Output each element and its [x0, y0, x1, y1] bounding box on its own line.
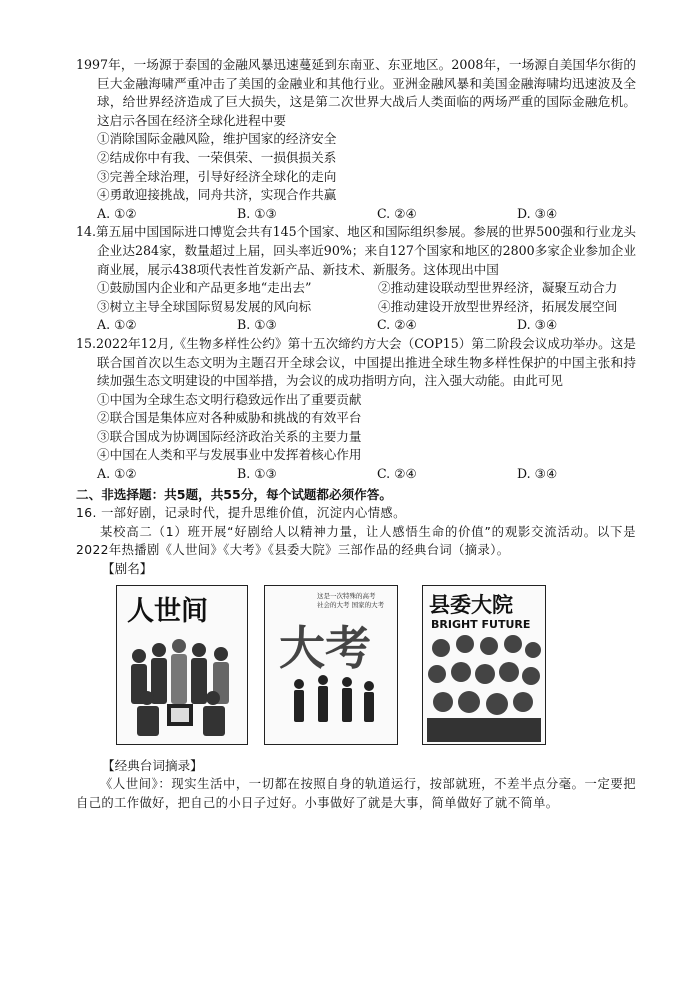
q15-option-4: ④中国在人类和平与发展事业中发挥着核心作用 [97, 447, 362, 463]
q13-choices [76, 205, 636, 224]
poster-dakao [264, 585, 398, 745]
q14-option-1: ①鼓励国内企业和产品更多地“走出去” [97, 280, 312, 296]
section-heading: 二、非选择题：共5题，共55分，每个试题都必须作答。 [76, 486, 392, 502]
q15-choice-d[interactable]: D. ③④ [517, 466, 558, 482]
q15-stem: 15.2022年12月,《生物多样性公约》第十五次缔约方大会（COP15）第二阶段会议成功举办。这是联合国首次以生态文明为主题召开全球会议，中国提出推进全球生物多样性保护的中国主张和持续加强生态文明建设的中国举措，为会议的成功指明方向，注入强大动能。由此可见 [76, 335, 636, 389]
poster-xianweidayuan [422, 585, 546, 745]
poster-renshijian [116, 585, 248, 745]
q14-choice-b[interactable]: B. ①③ [237, 317, 277, 333]
quotes-header: 【经典台词摘录】 [102, 757, 203, 773]
q13-option-1: ①消除国际金融风险，维护国家的经济安全 [97, 131, 337, 147]
poster-dakao-art [265, 586, 397, 744]
q13-choice-d[interactable]: D. ③④ [517, 205, 558, 221]
q16-intro: 16. 一部好剧，记录时代，提升思维价值，沉淀内心情感。 [76, 506, 406, 521]
q15-option-2: ②联合国是集体应对各种威胁和挑战的有效平台 [97, 410, 362, 426]
poster-xianweidayuan-title: 县委大院 [429, 592, 513, 617]
q15-choice-b[interactable]: B. ①③ [237, 466, 277, 482]
q14-stem: 14.第五届中国国际进口博览会共有145个国家、地区和国际组织参展。参展的世界500强和行业龙头企业达284家，数量超过上届，回头率近90%；来自127个国家和地区的2800多家企业参加企业商业展，展示438项代表性首发新产品、新技术、新服务。这体现出中国 [76, 224, 636, 277]
q13-option-4: ④勇敢迎接挑战，同舟共济，实现合作共赢 [97, 187, 337, 203]
q16-paragraph: 某校高二（1）班开展“好剧给人以精神力量，让人感悟生命的价值”的观影交流活动。以下是2022年热播剧《人世间》《大考》《县委大院》三部作品的经典台词（摘录）。 [76, 524, 636, 558]
q14-option-3: ③树立主导全球国际贸易发展的风向标 [97, 298, 312, 314]
q14-option-4: ④推动建设开放型世界经济，拓展发展空间 [378, 298, 618, 314]
q13-choice-c[interactable]: C. ②④ [377, 205, 417, 221]
q13-choice-a[interactable]: A. ①② [97, 205, 137, 221]
poster-dakao-title: 大考 [279, 620, 371, 675]
drama-titles-header: 【剧名】 [102, 561, 153, 577]
poster-renshijian-art [117, 586, 247, 744]
q15-choice-a[interactable]: A. ①② [97, 466, 137, 482]
poster-dakao-tagline-2: 社会的大考 国家的大考 [317, 600, 385, 609]
q15-option-1: ①中国为全球生态文明行稳致远作出了重要贡献 [97, 391, 362, 407]
exam-page [76, 56, 636, 812]
q13-stem: 1997年，一场源于泰国的金融风暴迅速蔓延到东南亚、东亚地区。2008年，一场源自美国华尔街的巨大金融海啸严重冲击了美国的金融业和其他行业。亚洲金融风暴和美国金融海啸均迅速波及全球，给世界经济造成了巨大损失，这是第二次世界大战后人类面临的两场严重的国际金融危机。这启示各国在经济全球化进程中要 [76, 57, 636, 128]
poster-row [76, 585, 636, 749]
q13-option-2: ②结成你中有我、一荣俱荣、一损俱损关系 [97, 149, 337, 165]
q15-option-3: ③联合国成为协调国际经济政治关系的主要力量 [97, 428, 362, 444]
portrait-crowd-icon [427, 635, 541, 742]
poster-xianweidayuan-art [423, 586, 545, 744]
q14-option-2: ②推动建设联动型世界经济，凝聚互动合力 [378, 280, 618, 296]
q13-choice-b[interactable]: B. ①③ [237, 205, 277, 221]
poster-dakao-tagline-1: 这是一次特殊的高考 [317, 591, 376, 600]
q15-choice-c[interactable]: C. ②④ [377, 466, 417, 482]
q15-choices [76, 465, 636, 484]
q14-choice-d[interactable]: D. ③④ [517, 317, 558, 333]
q14-choice-c[interactable]: C. ②④ [377, 317, 417, 333]
crowd-figures-icon [294, 675, 374, 722]
poster-renshijian-title: 人世间 [127, 595, 208, 627]
q13-option-3: ③完善全球治理，引导好经济全球化的走向 [97, 168, 337, 184]
q14-options-row-2 [76, 298, 636, 317]
q14-choice-a[interactable]: A. ①② [97, 317, 137, 333]
quote-renshijian: 《人世间》：现实生活中，一切都在按照自身的轨道运行，按部就班，不差半点分毫。一定要把自己的工作做好，把自己的小日子过好。小事做好了就是大事，简单做好了就不简单。 [76, 777, 636, 810]
poster-xianweidayuan-subtitle: BRIGHT FUTURE [431, 617, 531, 631]
q14-choices [76, 316, 636, 335]
q14-options-row-1 [76, 279, 636, 298]
family-figures-icon [131, 639, 229, 736]
